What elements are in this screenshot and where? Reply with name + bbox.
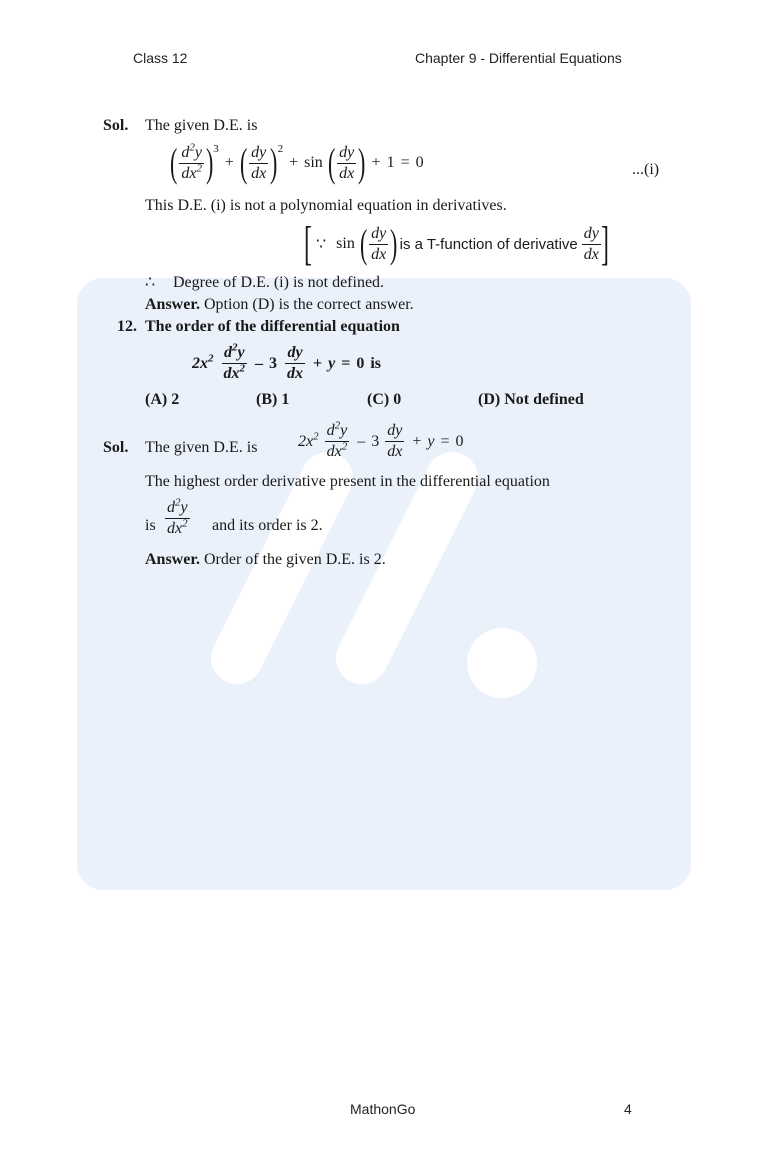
page-number: 4 [624, 1101, 632, 1117]
option-b: (B) 1 [256, 391, 290, 408]
sol2-fraction: $\frac{d^2y}{dx^2}$ [167, 496, 188, 537]
sol2-label: Sol. [103, 439, 129, 456]
sol1-label: Sol. [103, 117, 129, 134]
eq-tag: ...(i) [632, 161, 660, 178]
footer-brand: MathonGo [350, 1101, 416, 1117]
sol2-line2: The highest order derivative present in the differential equation [145, 473, 550, 490]
because-symbol: ∵ [315, 236, 327, 253]
q12-equation: $2x^2$ $\frac{d^2y}{dx^2}$ – 3 $\frac{dy}{dx}$ + y = 0 is [192, 341, 382, 382]
option-c: (C) 0 [367, 391, 402, 408]
watermark-panel [77, 278, 691, 890]
sol2-equation: $2x^2$ $\frac{d^2y}{dx^2}$ – 3 $\frac{dy}{dx}$ + y = 0 [298, 419, 464, 460]
sol2-intro: The given D.E. is [145, 439, 258, 456]
sin-text: sin [336, 235, 355, 252]
mathongo-watermark-icon [77, 278, 691, 890]
answer-label-2: Answer. [145, 551, 200, 568]
eq-suffix: is [370, 354, 382, 372]
reason-bracket: [ ∵ sin ( $\frac{dy}{dx}$ ) is a T-function of derivative $\frac{dy}{dx}$ ] [303, 217, 609, 270]
sol1-answer [145, 295, 414, 315]
option-d: (D) Not defined [478, 391, 584, 408]
q12-question: The order of the differential equation [145, 318, 400, 335]
order-text: and its order is 2. [212, 517, 323, 534]
degree-text: Degree of D.E. (i) is not defined. [173, 274, 385, 291]
sol1-equation: ( $\frac{d^2y}{dx^2}$ ) 3 + ( $\frac{dy}{dx}$ ) 2 + sin ( $\frac{dy}{dx}$ ) + 1 = 0 [169, 140, 424, 185]
answer-text: Option (D) is the correct answer. [203, 296, 414, 313]
option-a: (A) 2 [145, 391, 180, 408]
sol1-line2: This D.E. (i) is not a polynomial equation in derivatives. [145, 197, 507, 214]
q12-number: 12. [117, 318, 137, 335]
answer-label: Answer. [145, 296, 200, 313]
header-class: Class 12 [133, 50, 188, 66]
sol1-intro: The given D.E. is [145, 117, 258, 134]
therefore-symbol: ∴ [145, 274, 156, 291]
reason-text: is a T-function of derivative [399, 235, 578, 253]
answer-text-2: Order of the given D.E. is 2. [203, 551, 386, 568]
sol2-answer [145, 550, 386, 570]
sol2-is: is [145, 517, 156, 534]
header-chapter: Chapter 9 - Differential Equations [415, 50, 622, 66]
